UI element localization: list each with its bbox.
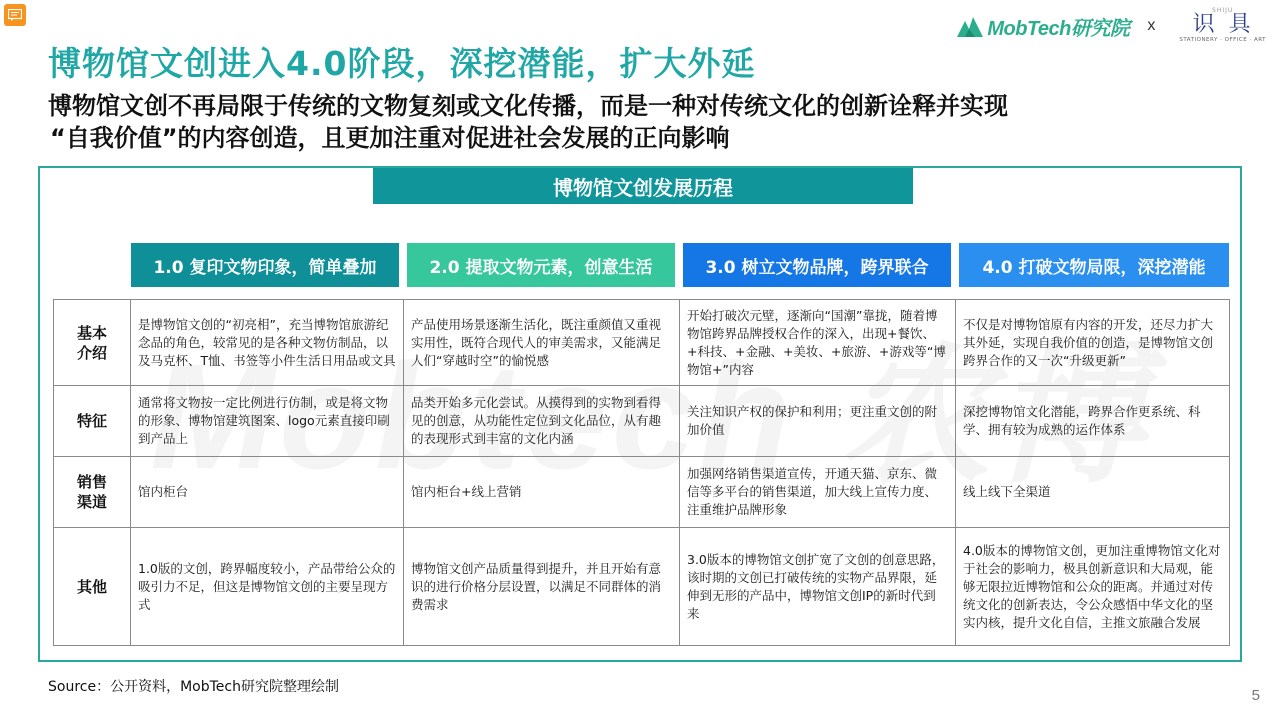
table-cell: 3.0版本的博物馆文创扩宽了文创的创意思路，该时期的文创已打破传统的实物产品界限，延伸到无形的产品中，博物馆文创IP的新时代到来 <box>680 528 956 646</box>
partner-logo-top: SHIJU <box>1212 7 1234 15</box>
table-cell: 加强网络销售渠道宣传，开通天猫、京东、微信等多平台的销售渠道，加大线上宣传力度、注重维护品牌形象 <box>680 457 956 528</box>
source-note: Source：公开资料，MobTech研究院整理绘制 <box>48 679 339 695</box>
row-header-other: 其他 <box>54 528 131 646</box>
header-logos <box>957 6 1266 46</box>
table-cell: 博物馆文创产品质量得到提升，并且开始有意识的进行价格分层设置，以满足不同群体的消费需求 <box>404 528 680 646</box>
partner-logo-name: 识具 <box>1192 12 1265 38</box>
page-number: 5 <box>1251 687 1260 704</box>
row-header-channels: 销售 渠道 <box>54 457 131 528</box>
subtitle-line-1: 博物馆文创不再局限于传统的文物复刻或文化传播，而是一种对传统文化的创新诠释并实现 <box>48 92 1008 120</box>
table-cell: 不仅是对博物馆原有内容的开发，还尽力扩大其外延，实现自我价值的创造，是博物馆文创跨界合作的又一次“升级更新” <box>956 300 1230 386</box>
table-cell: 1.0版的文创，跨界幅度较小，产品带给公众的吸引力不足，但这是博物馆文创的主要呈现方式 <box>131 528 404 646</box>
phase-header-1: 1.0 复印文物印象，简单叠加 <box>131 243 399 287</box>
table-cell: 线上线下全渠道 <box>956 457 1230 528</box>
table-cell: 品类开始多元化尝试。从摸得到的实物到看得见的创意，从功能性定位到文化品位，从有趣的表现形式到丰富的文化内涵 <box>404 386 680 457</box>
table-row <box>54 457 1230 528</box>
brand-name: MobTech研究院 <box>987 17 1130 40</box>
table-cell: 开始打破次元壁，逐渐向“国潮”靠拢，随着博物馆跨界品牌授权合作的深入，出现+餐饮、+科技、+金融、+美妆、+旅游、+游戏等“博物馆+”内容 <box>680 300 956 386</box>
phase-header-4: 4.0 打破文物局限，深挖潜能 <box>959 243 1229 287</box>
row-header-intro: 基本 介绍 <box>54 300 131 386</box>
table-cell: 馆内柜台 <box>131 457 404 528</box>
table-cell: 是博物馆文创的“初亮相”，充当博物馆旅游纪念品的角色，较常见的是各种文物仿制品，以及马克杯、T恤、书签等小件生活日用品或文具 <box>131 300 404 386</box>
comment-icon[interactable] <box>4 4 26 26</box>
section-title: 博物馆文创发展历程 <box>373 168 913 204</box>
phase-header-3: 3.0 树立文物品牌，跨界联合 <box>683 243 951 287</box>
mobtech-logo-icon <box>957 15 983 37</box>
logo-separator: x <box>1147 17 1156 34</box>
table-row <box>54 386 1230 457</box>
table-row <box>54 300 1230 386</box>
table-row <box>54 528 1230 646</box>
table-cell: 通常将文物按一定比例进行仿制，或是将文物的形象、博物馆建筑图案、logo元素直接印刷到产品上 <box>131 386 404 457</box>
table-cell: 馆内柜台+线上营销 <box>404 457 680 528</box>
table-cell: 4.0版本的博物馆文创，更加注重博物馆文化对于社会的影响力，极具创新意识和大局观，能够无限拉近博物馆和公众的距离。并通过对传统文化的创新表达，令公众感悟中华文化的坚实内核，提升文化自信，主推文旅融合发展 <box>956 528 1230 646</box>
table-cell: 关注知识产权的保护和利用；更注重文创的附加价值 <box>680 386 956 457</box>
row-header-features: 特征 <box>54 386 131 457</box>
partner-logo <box>1179 8 1266 44</box>
page-subtitle <box>48 90 1248 154</box>
partner-logo-tagline: STATIONERY · OFFICE · ART <box>1179 37 1266 44</box>
subtitle-line-2: “自我价值”的内容创造，且更加注重对促进社会发展的正向影响 <box>50 124 730 152</box>
comparison-table <box>53 299 1230 646</box>
page-title: 博物馆文创进入4.0阶段，深挖潜能，扩大外延 <box>48 44 756 83</box>
table-cell: 深挖博物馆文化潜能，跨界合作更系统、科学、拥有较为成熟的运作体系 <box>956 386 1230 457</box>
phase-header-2: 2.0 提取文物元素，创意生活 <box>407 243 675 287</box>
table-cell: 产品使用场景逐渐生活化，既注重颜值又重视实用性，既符合现代人的审美需求，又能满足人们“穿越时空”的愉悦感 <box>404 300 680 386</box>
